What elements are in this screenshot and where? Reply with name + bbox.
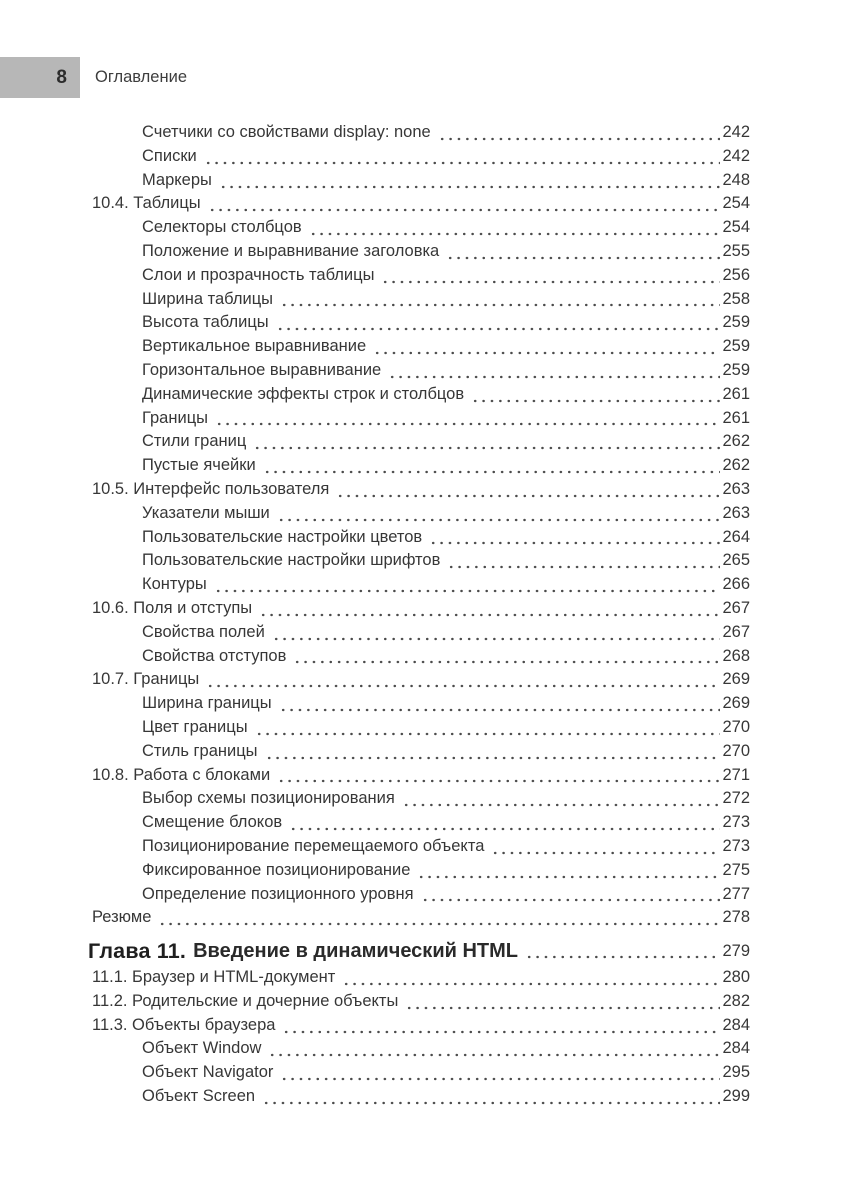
dot-leader: [251, 430, 720, 454]
entry-page-number: 248: [722, 170, 750, 189]
toc-entry: [92, 335, 750, 359]
toc-entry: [92, 835, 750, 859]
toc-entry: [92, 240, 750, 264]
entry-title: Позиционирование перемещаемого объекта: [142, 836, 485, 855]
dot-leader: [204, 668, 720, 692]
entry-page-number: 269: [722, 694, 750, 713]
toc-entry: [92, 169, 750, 193]
entry-title: Пользовательские настройки шрифтов: [142, 551, 441, 570]
entry-page-number: 280: [722, 968, 750, 987]
entry-page-number: 272: [722, 789, 750, 808]
entry-page-number: 278: [722, 908, 750, 927]
dot-leader: [217, 169, 721, 193]
entry-title: Свойства полей: [142, 622, 265, 641]
entry-title: Вертикальное выравнивание: [142, 337, 367, 356]
dot-leader: [213, 407, 720, 431]
entry-title: Границы: [142, 408, 208, 427]
dot-leader: [287, 811, 720, 835]
dot-leader: [270, 621, 721, 645]
entry-title: Смещение блоков: [142, 813, 283, 832]
toc-entry: [92, 859, 750, 883]
entry-title: Пустые ячейки: [142, 456, 256, 475]
toc-entry: [92, 407, 750, 431]
dot-leader: [371, 335, 720, 359]
entry-title: 11.3. Объекты браузера: [92, 1015, 276, 1034]
page-number-box: [0, 57, 80, 98]
entry-title: Указатели мыши: [142, 503, 270, 522]
toc-entry: [92, 883, 750, 907]
entry-title: Списки: [142, 146, 197, 165]
entry-page-number: 261: [722, 408, 750, 427]
entry-title: Объект Screen: [142, 1087, 256, 1106]
entry-title: Ширина таблицы: [142, 289, 274, 308]
toc-entry: [92, 906, 750, 930]
toc-entry: [92, 430, 750, 454]
toc-entry: [92, 764, 750, 788]
entry-page-number: 259: [722, 337, 750, 356]
toc-entry: [92, 1037, 750, 1061]
entry-title: 10.6. Поля и отступы: [92, 598, 253, 617]
dot-leader: [212, 573, 721, 597]
toc-entry: [92, 692, 750, 716]
entry-title: Фиксированное позиционирование: [142, 860, 411, 879]
toc-entry: [92, 502, 750, 526]
entry-title: Стили границ: [142, 432, 247, 451]
entry-title: Высота таблицы: [142, 313, 269, 332]
toc-entry: [92, 1014, 750, 1038]
toc-entry: [92, 311, 750, 335]
toc-entry: [92, 264, 750, 288]
entry-title: Слои и прозрачность таблицы: [142, 265, 375, 284]
entry-title: Маркеры: [142, 170, 212, 189]
entry-title: Положение и выравнивание заголовка: [142, 241, 440, 260]
toc-entry: [92, 383, 750, 407]
entry-page-number: 242: [722, 146, 750, 165]
toc-entry: [92, 288, 750, 312]
dot-leader: [206, 192, 721, 216]
entry-page-number: 259: [722, 360, 750, 379]
toc-entry: [92, 216, 750, 240]
entry-page-number: 268: [722, 646, 750, 665]
entry-page-number: 284: [722, 1039, 750, 1058]
dot-leader: [156, 906, 720, 930]
entry-title: 10.8. Работа с блоками: [92, 765, 271, 784]
dot-leader: [445, 549, 720, 573]
entry-page-number: 267: [722, 622, 750, 641]
dot-leader: [489, 835, 720, 859]
entry-page-number: 263: [722, 503, 750, 522]
dot-leader: [307, 216, 721, 240]
entry-page-number: 282: [722, 991, 750, 1010]
running-head-title: Оглавление: [95, 68, 187, 86]
dot-leader: [419, 883, 721, 907]
dot-leader: [278, 1061, 720, 1085]
entry-title: 10.5. Интерфейс пользователя: [92, 479, 330, 498]
entry-page-number: 270: [722, 741, 750, 760]
entry-page-number: 273: [722, 813, 750, 832]
entry-title: Ширина границы: [142, 694, 272, 713]
chapter-prefix: Глава 11.: [88, 939, 187, 964]
dot-leader: [403, 990, 720, 1014]
toc-entry: [92, 359, 750, 383]
entry-page-number: 262: [722, 456, 750, 475]
entry-title: Динамические эффекты строк и столбцов: [142, 384, 465, 403]
entry-page-number: 277: [722, 884, 750, 903]
toc-list: [88, 121, 750, 1109]
toc-entry: [92, 1085, 750, 1109]
entry-title: Свойства отступов: [142, 646, 287, 665]
dot-leader: [469, 383, 720, 407]
entry-page-number: 256: [722, 265, 750, 284]
dot-leader: [280, 1014, 720, 1038]
toc-entry: [92, 192, 750, 216]
entry-page-number: 254: [722, 194, 750, 213]
toc-entry: [92, 121, 750, 145]
toc-chapter-entry: [88, 936, 750, 966]
entry-page-number: 266: [722, 575, 750, 594]
entry-page-number: 279: [722, 942, 750, 961]
dot-leader: [427, 526, 720, 550]
dot-leader: [415, 859, 720, 883]
entry-title: 11.2. Родительские и дочерние объекты: [92, 991, 399, 1010]
dot-leader: [444, 240, 720, 264]
entry-page-number: 267: [722, 598, 750, 617]
entry-title: 10.7. Границы: [92, 670, 200, 689]
dot-leader: [386, 359, 720, 383]
entry-page-number: 255: [722, 241, 750, 260]
toc-entry: [92, 526, 750, 550]
dot-leader: [400, 787, 721, 811]
entry-page-number: 242: [722, 123, 750, 141]
dot-leader: [275, 502, 721, 526]
dot-leader: [334, 478, 720, 502]
entry-title: Определение позиционного уровня: [142, 884, 414, 903]
entry-page-number: 284: [722, 1015, 750, 1034]
dot-leader: [257, 597, 720, 621]
entry-page-number: 265: [722, 551, 750, 570]
entry-title: Объект Window: [142, 1039, 262, 1058]
entry-page-number: 254: [722, 218, 750, 237]
toc-entry: [92, 549, 750, 573]
toc-entry: [92, 811, 750, 835]
entry-page-number: 270: [722, 717, 750, 736]
dot-leader: [340, 966, 720, 990]
entry-title: Горизонтальное выравнивание: [142, 360, 382, 379]
dot-leader: [379, 264, 720, 288]
dot-leader: [202, 145, 721, 169]
toc-entry: [92, 668, 750, 692]
dot-leader: [266, 1037, 720, 1061]
toc-entry: [92, 966, 750, 990]
running-head: [0, 57, 841, 98]
entry-title: Стиль границы: [142, 741, 258, 760]
entry-title: Контуры: [142, 575, 207, 594]
toc-entry: [92, 1061, 750, 1085]
entry-page-number: 273: [722, 836, 750, 855]
entry-page-number: 262: [722, 432, 750, 451]
entry-title: Объект Navigator: [142, 1063, 274, 1082]
chapter-title: Введение в динамический HTML: [193, 940, 519, 963]
toc-entry: [92, 645, 750, 669]
dot-leader: [291, 645, 720, 669]
entry-title: Выбор схемы позиционирования: [142, 789, 395, 808]
dot-leader: [274, 311, 721, 335]
toc-entry: [92, 990, 750, 1014]
entry-page-number: 263: [722, 479, 750, 498]
entry-page-number: 295: [722, 1063, 750, 1082]
entry-page-number: 261: [722, 384, 750, 403]
dot-leader: [277, 692, 721, 716]
dot-leader: [275, 764, 720, 788]
toc-entry: [92, 787, 750, 811]
dot-leader: [436, 121, 721, 145]
toc-entry: [92, 454, 750, 478]
dot-leader: [263, 740, 721, 764]
dot-leader: [278, 288, 720, 312]
toc-entry: [92, 573, 750, 597]
entry-title: Счетчики со свойствами display: none: [142, 123, 431, 141]
entry-page-number: 259: [722, 313, 750, 332]
toc-entry: [92, 145, 750, 169]
toc-entry: [92, 621, 750, 645]
entry-page-number: 269: [722, 670, 750, 689]
entry-title: Пользовательские настройки цветов: [142, 527, 423, 546]
toc-entry: [92, 597, 750, 621]
entry-page-number: 258: [722, 289, 750, 308]
dot-leader: [523, 936, 720, 966]
toc-entry: [92, 740, 750, 764]
entry-title: Резюме: [92, 908, 152, 927]
dot-leader: [261, 454, 721, 478]
entry-title: Цвет границы: [142, 717, 248, 736]
entry-page-number: 275: [722, 860, 750, 879]
entry-page-number: 299: [722, 1087, 750, 1106]
entry-title: 11.1. Браузер и HTML-документ: [92, 968, 336, 987]
toc-entry: [92, 478, 750, 502]
entry-page-number: 271: [722, 765, 750, 784]
entry-page-number: 264: [722, 527, 750, 546]
dot-leader: [253, 716, 721, 740]
entry-title: 10.4. Таблицы: [92, 194, 201, 213]
toc-entry: [92, 716, 750, 740]
entry-title: Селекторы столбцов: [142, 218, 302, 237]
dot-leader: [260, 1085, 720, 1109]
book-page-number: 8: [56, 67, 67, 88]
